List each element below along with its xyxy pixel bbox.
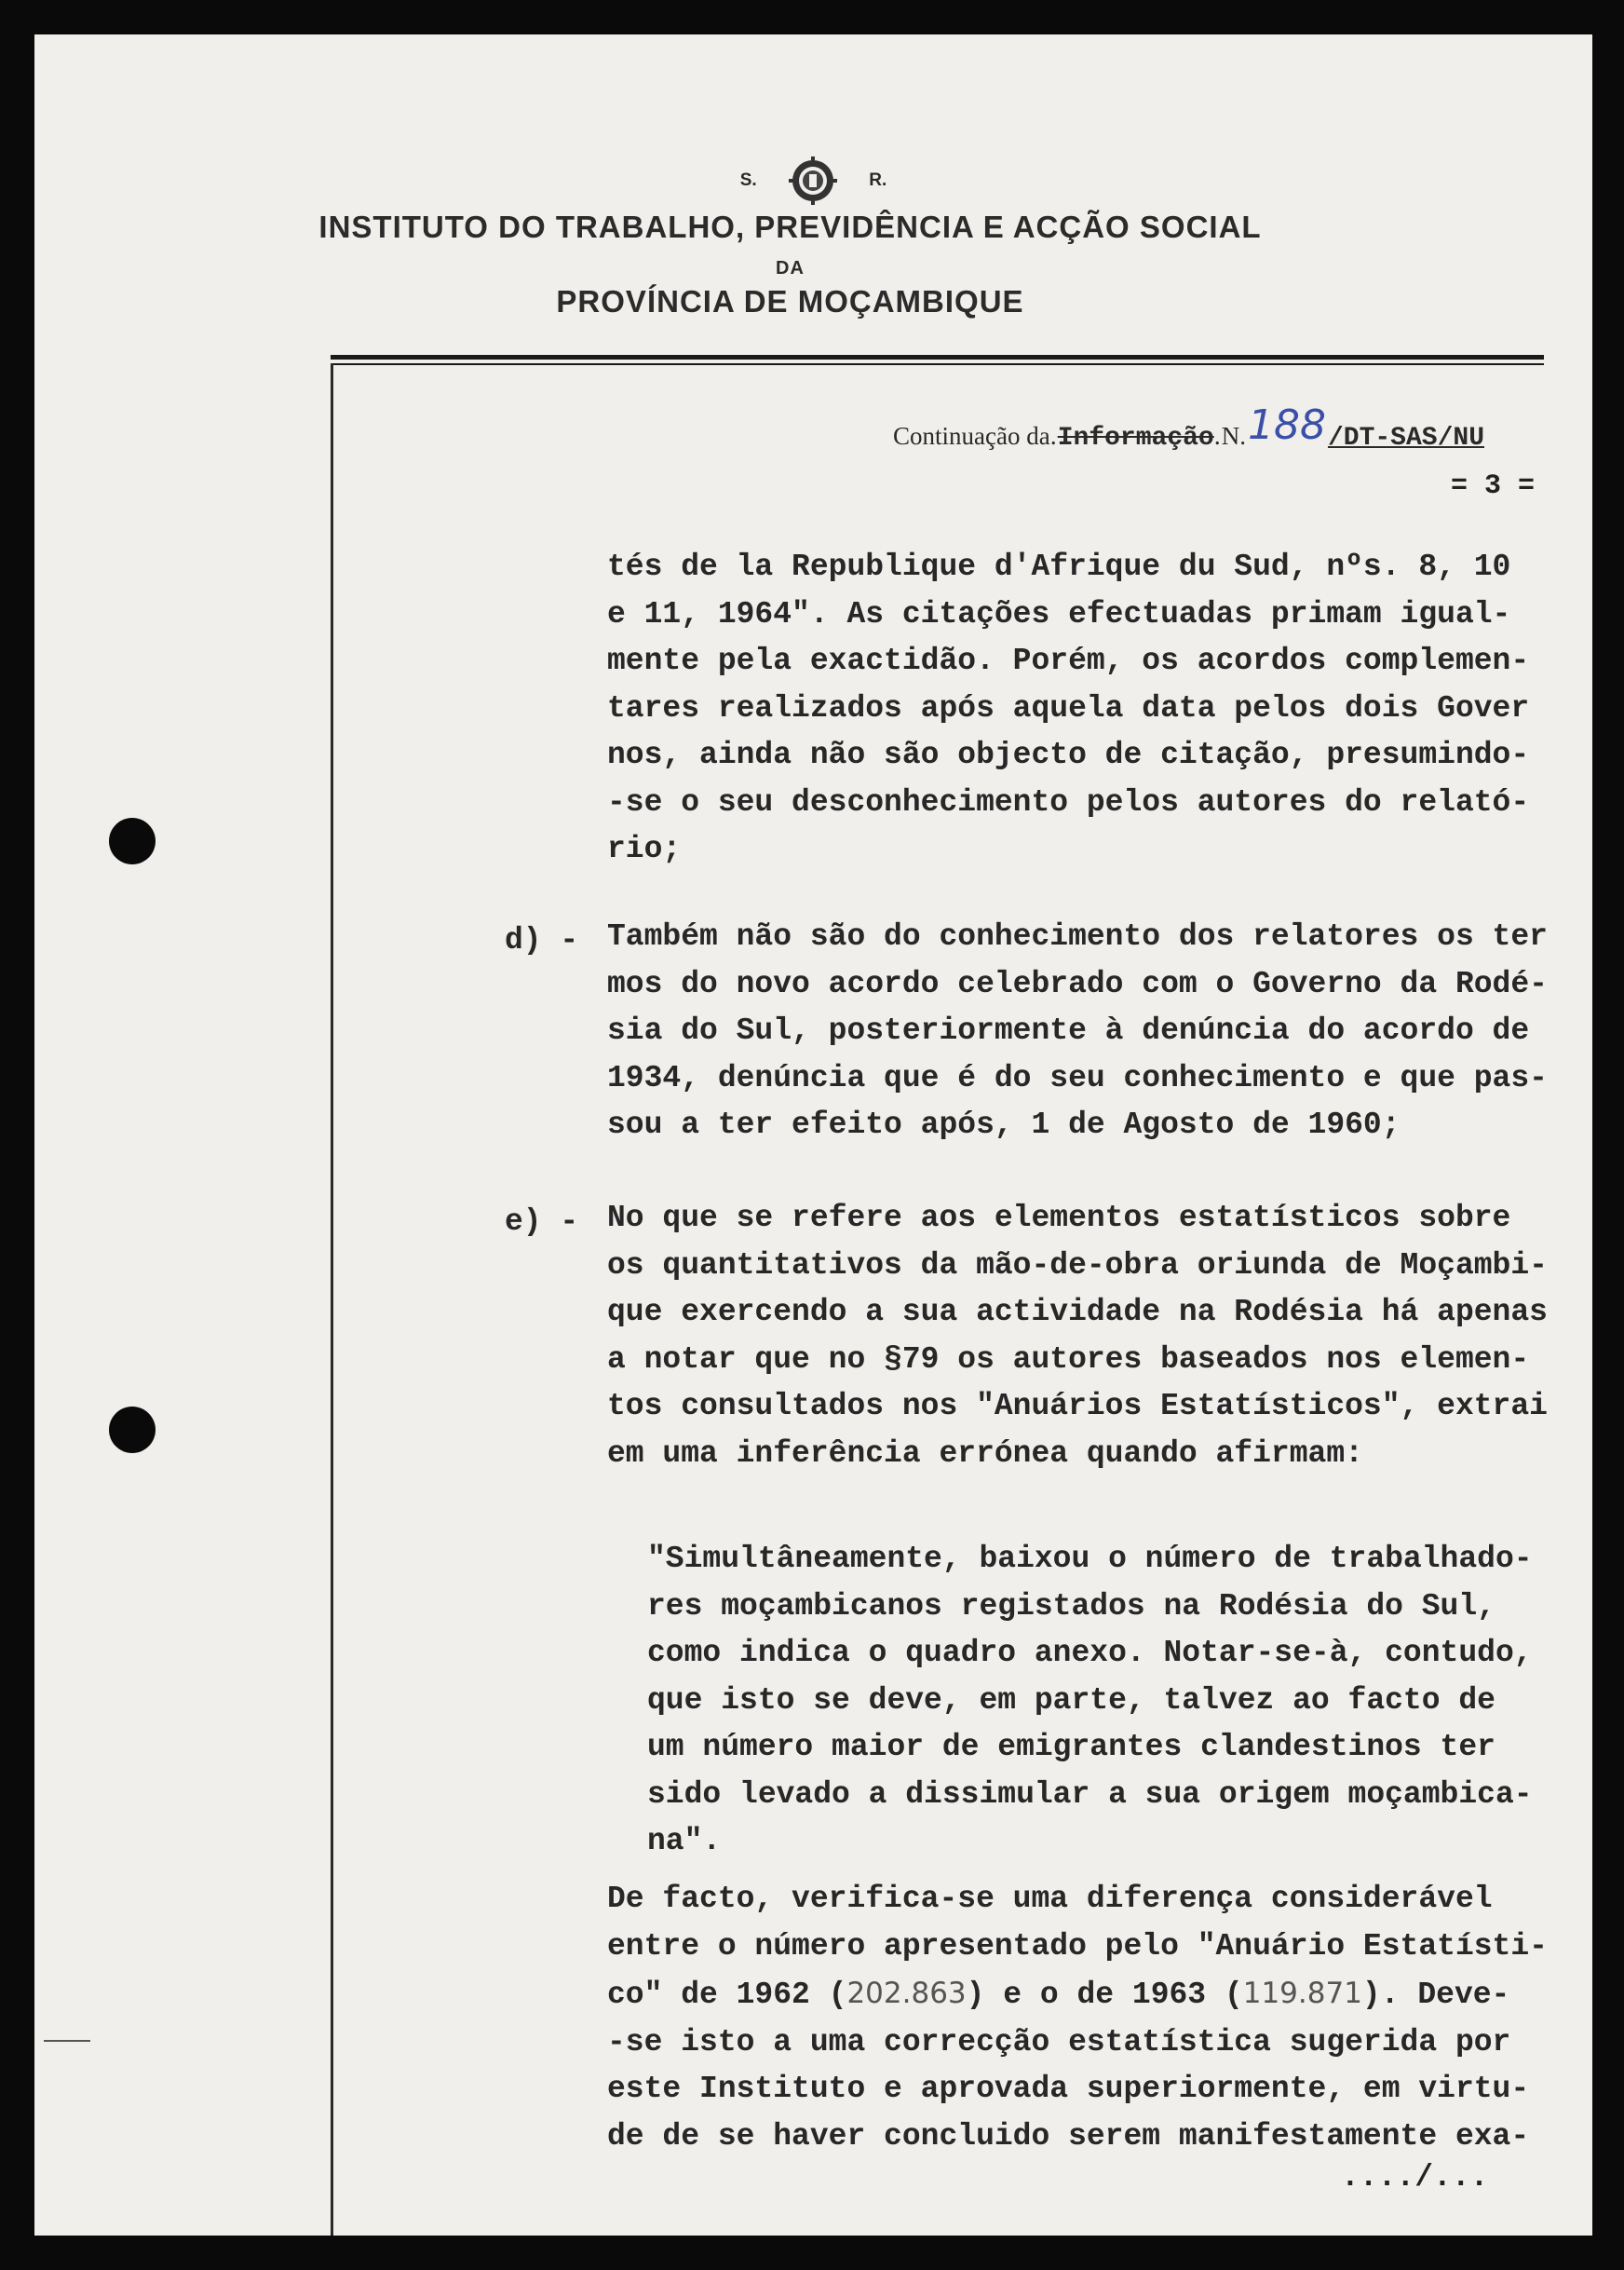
- text-line: que exercendo a sua actividade na Rodésia há apenas: [607, 1295, 1548, 1329]
- item-e-paragraph: [607, 1195, 1548, 1477]
- header-rule: [331, 355, 1544, 360]
- text-line: e 11, 1964". As citações efectuadas primam igual-: [607, 596, 1511, 632]
- text-line: mos do novo acordo celebrado com o Governo da Rodé-: [607, 966, 1548, 1001]
- item-d-label: d) -: [505, 923, 579, 958]
- text-line: De facto, verifica-se uma diferença considerável: [607, 1882, 1493, 1916]
- handwritten-number: 188: [1247, 401, 1326, 449]
- punch-hole-top: [109, 818, 156, 864]
- text-line: tos consultados nos "Anuários Estatísticos", extrai: [607, 1389, 1548, 1423]
- text-line: co" de 1962 (202.863) e o de 1963 (119.871). Deve-: [607, 1977, 1510, 2012]
- text-line: na".: [647, 1824, 722, 1858]
- continuation-footer: ..../...: [1341, 2160, 1489, 2195]
- text-line: entre o número apresentado pelo "Anuário Estatísti-: [607, 1928, 1548, 1964]
- text-line: -se o seu desconhecimento pelos autores do relató-: [607, 784, 1530, 820]
- continuation-line: Continuação da.Informação.N.188/DT-SAS/NU: [893, 401, 1484, 453]
- province-name: PROVÍNCIA DE MOÇAMBIQUE: [556, 284, 1024, 319]
- text-line: a notar que no §79 os autores baseados nos elemen-: [607, 1341, 1530, 1377]
- header-rule-thin: [331, 363, 1544, 365]
- text-line: em uma inferência errónea quando afirmam:: [607, 1435, 1363, 1471]
- handwritten-figure-1962: 202.863: [846, 1977, 967, 2010]
- quotation: [647, 1536, 1533, 1866]
- number-label: N.: [1221, 422, 1246, 450]
- text-line: este Instituto e aprovada superiormente, em virtu-: [607, 2072, 1530, 2106]
- item-e-label: e) -: [505, 1204, 579, 1239]
- handwritten-figure-1963: 119.871: [1242, 1977, 1362, 2010]
- text-line: nos, ainda não são objecto de citação, presumindo-: [607, 738, 1530, 772]
- text-line: tés de la Republique d'Afrique du Sud, nºs. 8, 10: [607, 550, 1511, 584]
- text-line: Também não são do conhecimento dos relatores os ter: [607, 919, 1548, 954]
- reference-suffix: /DT-SAS/NU: [1327, 424, 1484, 453]
- text-line: tares realizados após aquela data pelos dois Gover: [607, 690, 1530, 726]
- right-initial: R.: [869, 170, 887, 190]
- text-line: sou a ter efeito após, 1 de Agosto de 1960;: [607, 1108, 1401, 1142]
- continued-paragraph: [607, 544, 1529, 874]
- text-line: res moçambicanos registados na Rodésia do Sul,: [647, 1588, 1495, 1624]
- continuation-label: Continuação da: [893, 422, 1050, 450]
- institute-connector: DA: [776, 258, 805, 279]
- continuation-struck-word: Informação: [1057, 424, 1214, 453]
- text-line: No que se refere aos elementos estatísticos sobre: [607, 1201, 1511, 1235]
- text-line: -se isto a uma correcção estatística sugerida por: [607, 2024, 1511, 2059]
- left-initial: S.: [739, 170, 757, 190]
- text-line: sido levado a dissimular a sua origem moçambica-: [647, 1776, 1533, 1812]
- text-line: "Simultâneamente, baixou o número de trabalhado-: [647, 1542, 1533, 1576]
- margin-mark: [44, 2040, 90, 2042]
- letterhead-emblem-row: [34, 156, 1592, 206]
- text-line: um número maior de emigrantes clandestinos ter: [647, 1730, 1495, 1764]
- margin-line: [331, 363, 333, 2236]
- text-line: 1934, denúncia que é do seu conhecimento e que pas-: [607, 1060, 1548, 1095]
- institute-name: INSTITUTO DO TRABALHO, PREVIDÊNCIA E ACÇÃO SOCIAL: [318, 210, 1262, 244]
- text-line: mente pela exactidão. Porém, os acordos complemen-: [607, 644, 1530, 678]
- page-number: = 3 =: [1451, 470, 1536, 502]
- final-paragraph: [607, 1876, 1548, 2160]
- item-d-paragraph: [607, 914, 1548, 1149]
- text-line: os quantitativos da mão-de-obra oriunda de Moçambi-: [607, 1247, 1548, 1283]
- text-line: sia do Sul, posteriormente à denúncia do acordo de: [607, 1013, 1530, 1048]
- text-line: que isto se deve, em parte, talvez ao facto de: [647, 1682, 1495, 1718]
- document-page: [34, 34, 1592, 2236]
- text-line: como indica o quadro anexo. Notar-se-à, contudo,: [647, 1636, 1533, 1670]
- text-line: rio;: [607, 832, 682, 866]
- punch-hole-bottom: [109, 1407, 156, 1453]
- text-line: de de se haver concluido serem manifestamente exa-: [607, 2118, 1530, 2154]
- coat-of-arms-icon: [788, 156, 838, 206]
